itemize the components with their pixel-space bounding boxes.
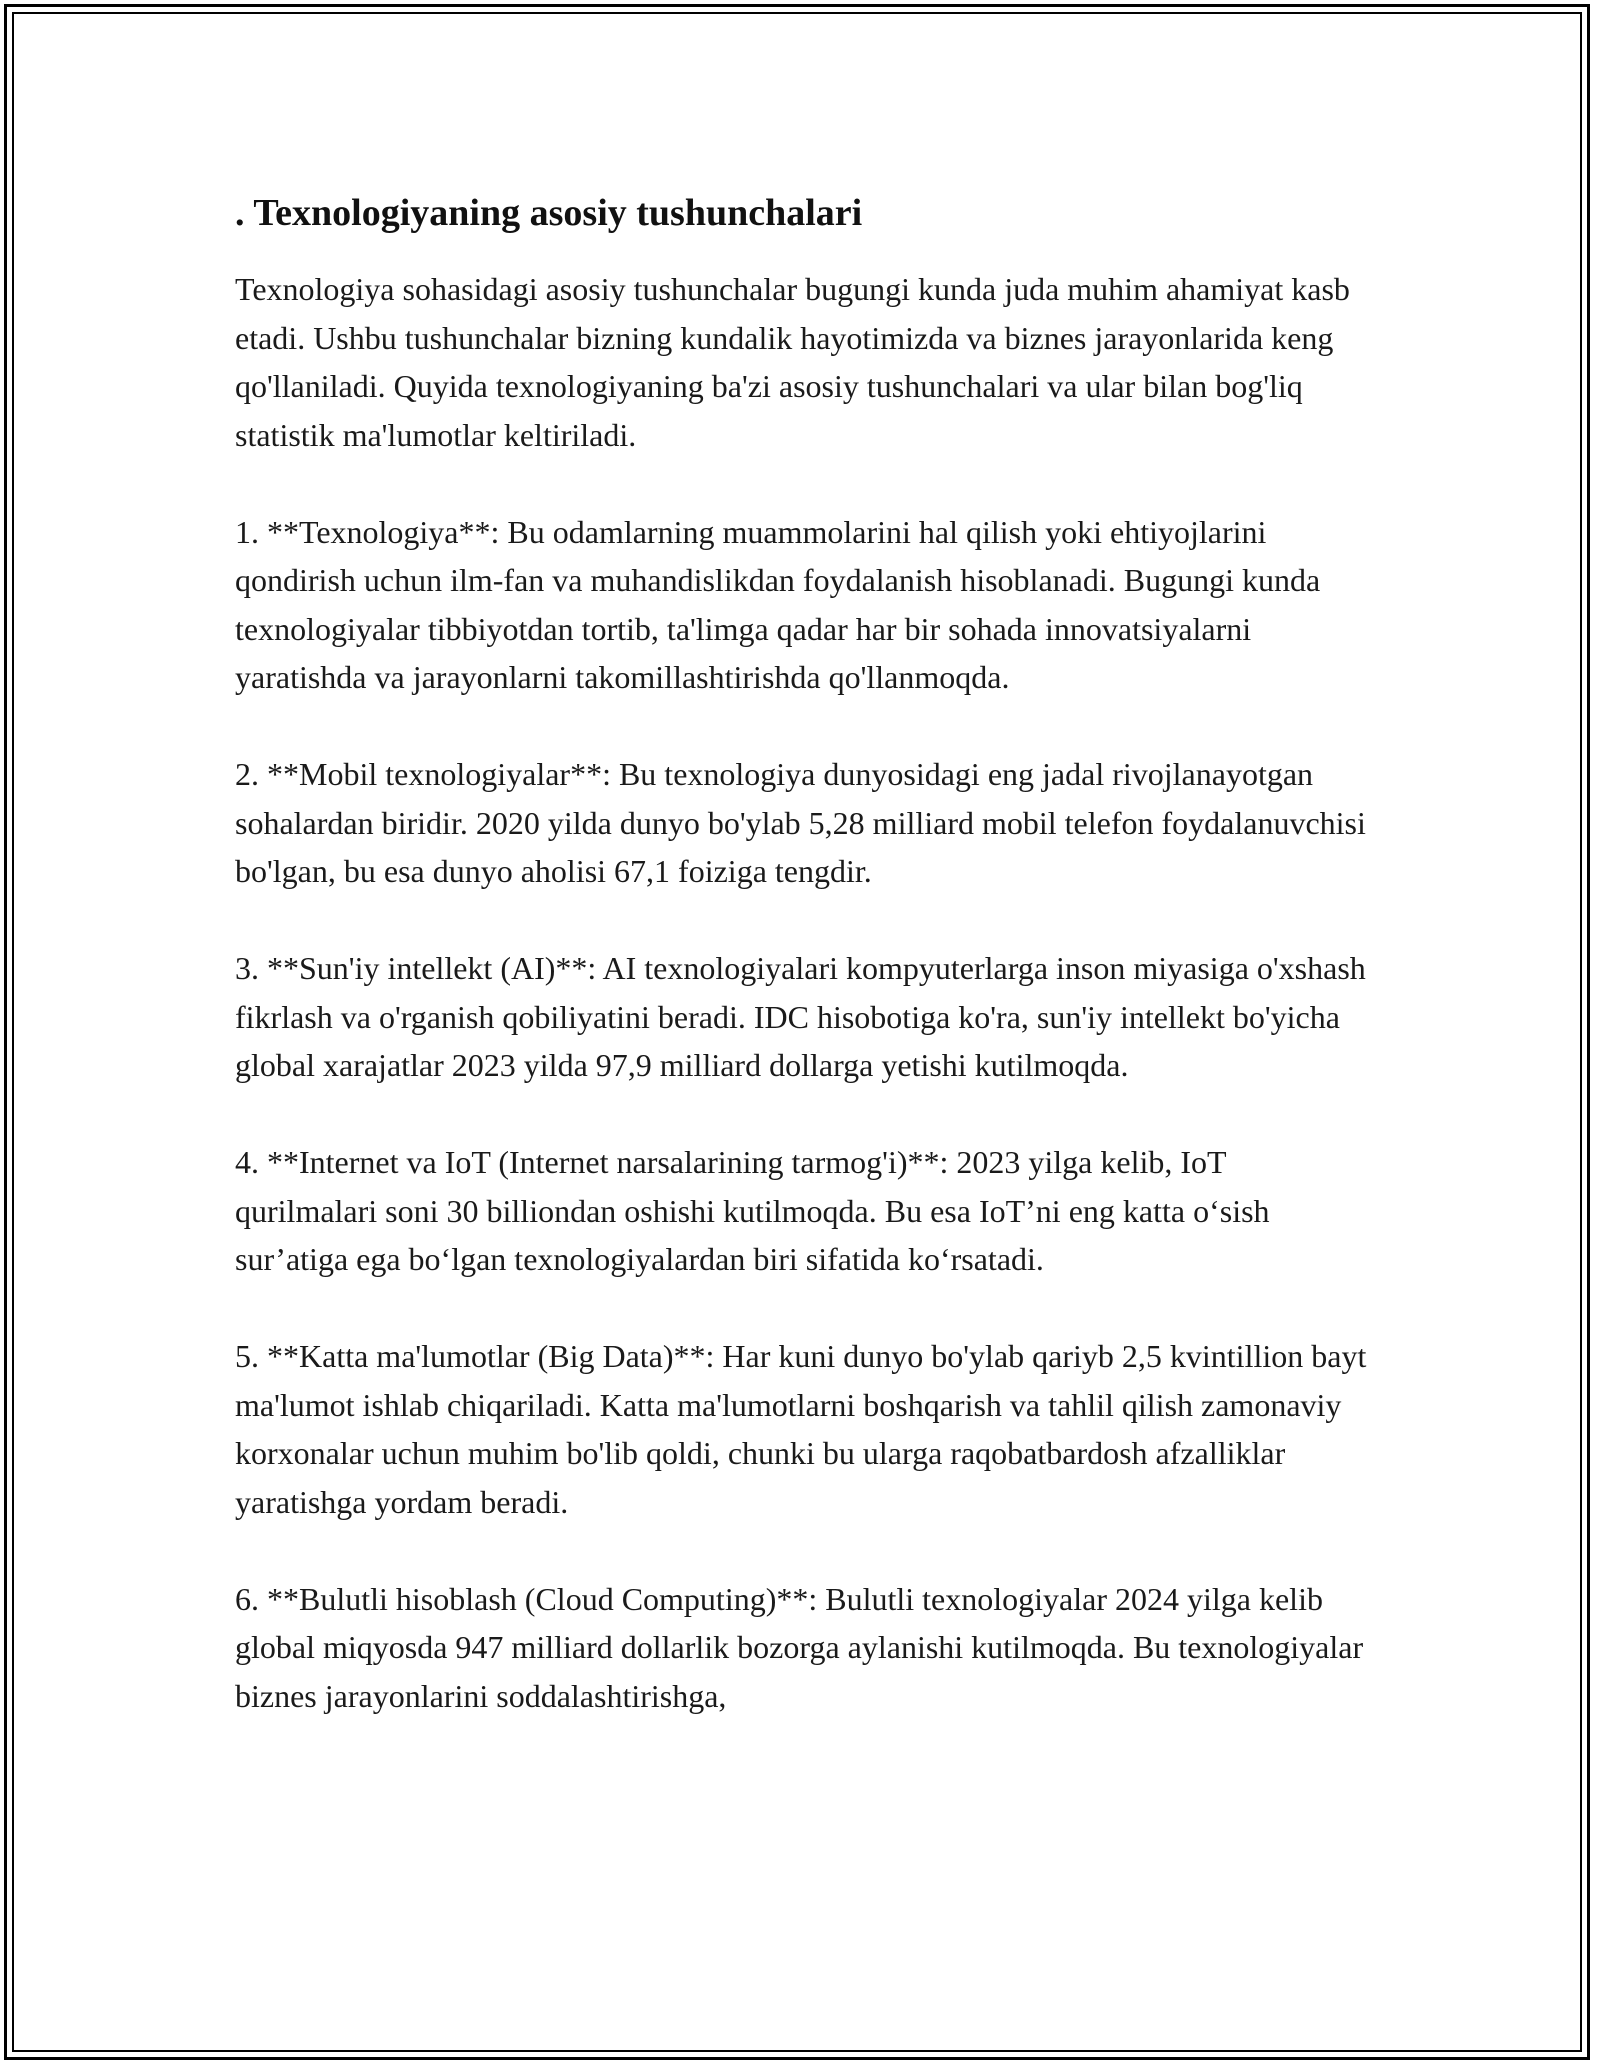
- paragraph-artificial-intelligence: 3. **Sun'iy intellekt (AI)**: AI texnologiyalari kompyuterlarga inson miyasiga o'xshash fikrlash va o'rganish qobiliyatini beradi. IDC hisobotiga ko'ra, sun'iy intellekt bo'yicha global xarajatlar 2023 yilda 97,9 milliard dollarga yetishi kutilmoqda.: [235, 950, 1366, 1083]
- paragraph-cloud-computing: 6. **Bulutli hisoblash (Cloud Computing)**: Bulutli texnologiyalar 2024 yilga kelib global miqyosda 947 milliard dollarlik bozorga aylanishi kutilmoqda. Bu texnologiyalar biznes jarayonlarini soddalashtirishga,: [235, 1580, 1364, 1714]
- paragraph-big-data: 5. **Katta ma'lumotlar (Big Data)**: Har kuni dunyo bo'ylab qariyb 2,5 kvintillion bayt ma'lumot ishlab chiqariladi. Katta ma'lumotlarni boshqarish va tahlil qilish zamonaviy korxonalar uchun muhim bo'lib qoldi, chunki bu ularga raqobatbardosh afzalliklar yaratishga yordam beradi.: [235, 1338, 1367, 1520]
- section-heading: . Texnologiyaning asosiy tushunchalari: [235, 192, 863, 234]
- paragraph-mobile-technologies: 2. **Mobil texnologiyalar**: Bu texnologiya dunyosidagi eng jadal rivojlanayotgan sohalardan biridir. 2020 yilda dunyo bo'ylab 5,28 milliard mobil telefon foydalanuvchisi bo'lgan, bu esa dunyo aholisi 67,1 foiziga tengdir.: [235, 756, 1366, 889]
- intro-paragraph: Texnologiya sohasidagi asosiy tushunchalar bugungi kunda juda muhim ahamiyat kasb etadi. Ushbu tushunchalar bizning kundalik hayotimizda va biznes jarayonlarida keng qo'llaniladi. Quyida texnologiyaning ba'zi asosiy tushunchalari va ular bilan bog'liq statistik ma'lumotlar keltiriladi.: [235, 271, 1350, 453]
- document-body: [235, 185, 1375, 1769]
- paragraph-technology: 1. **Texnologiya**: Bu odamlarning muammolarini hal qilish yoki ehtiyojlarini qondirish uchun ilm-fan va muhandislikdan foydalanish hisoblanadi. Bugungi kunda texnologiyalar tibbiyotdan tortib, ta'limga qadar har bir sohada innovatsiyalarni yaratishda va jarayonlarni takomillashtirishda qo'llanmoqda.: [235, 513, 1321, 695]
- paragraph-internet-iot: 4. **Internet va IoT (Internet narsalarining tarmog'i)**: 2023 yilga kelib, IoT qurilmalari soni 30 billiondan oshishi kutilmoqda. Bu esa IoT’ni eng katta o‘sish sur’atiga ega bo‘lgan texnologiyalardan biri sifatida ko‘rsatadi.: [235, 1144, 1270, 1277]
